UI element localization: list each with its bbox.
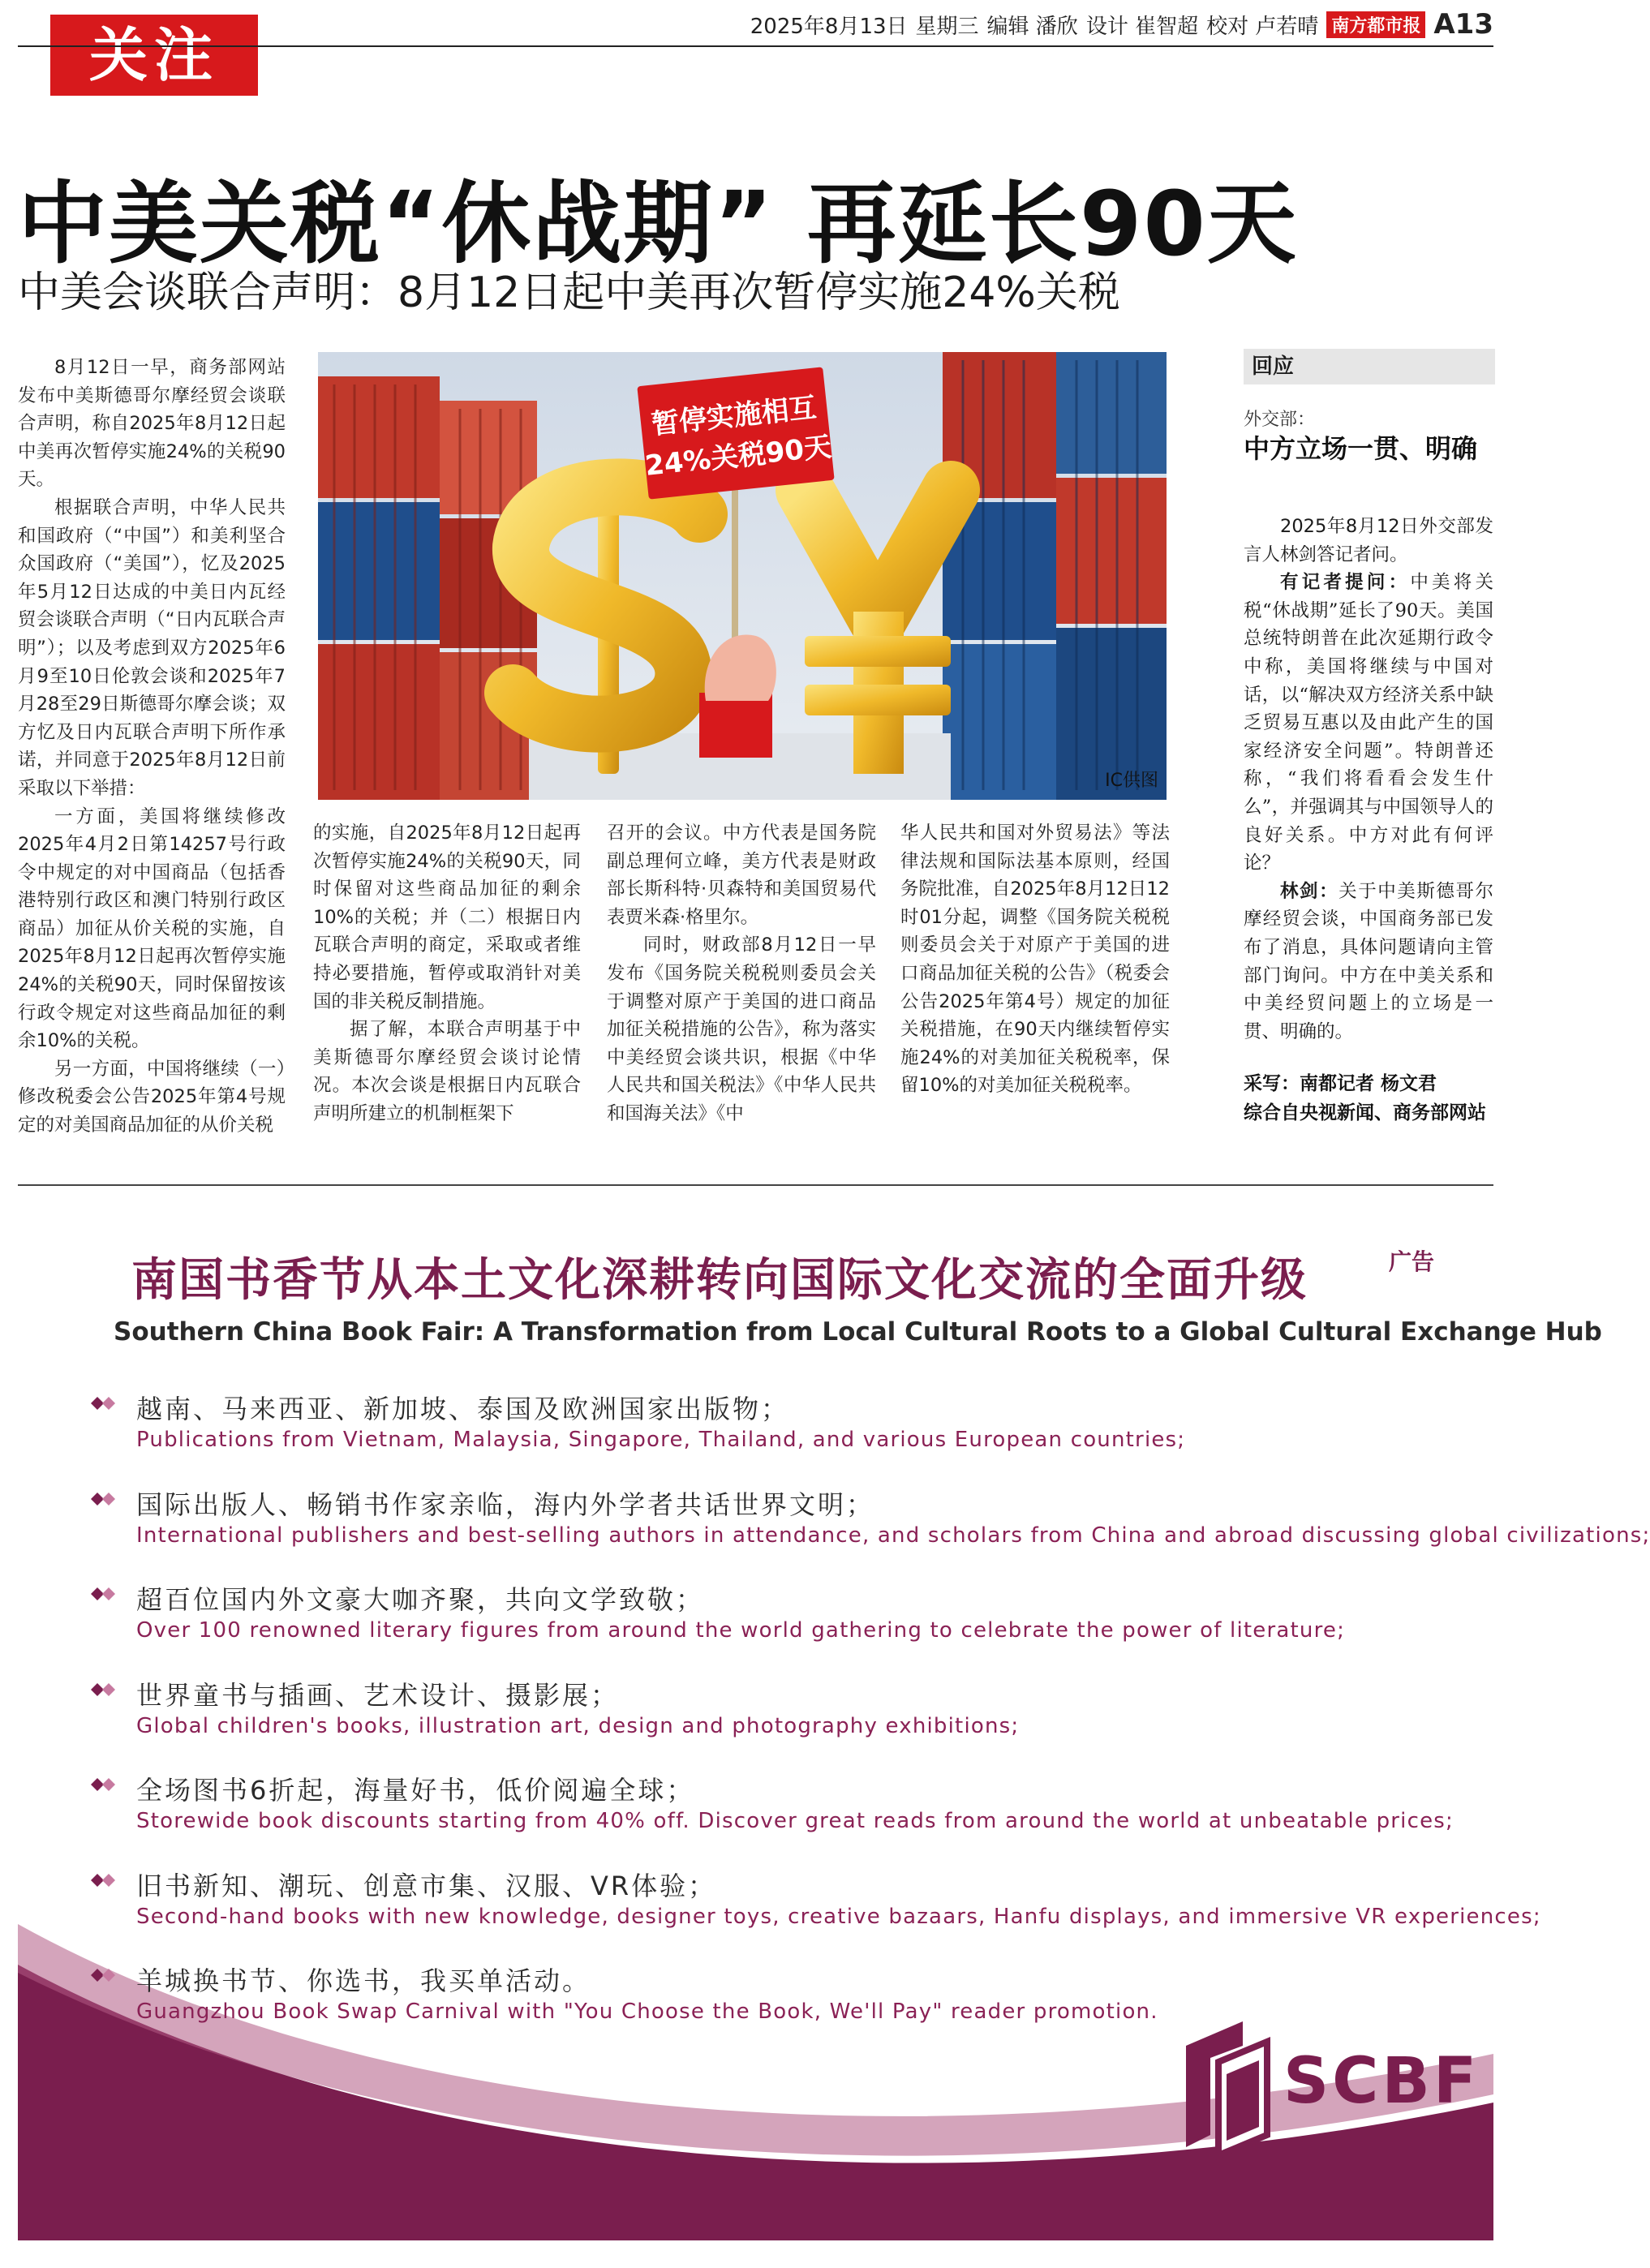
byline <box>1244 1069 1486 1128</box>
ad-feature-en: Over 100 renowned literary figures from around the world gathering to celebrate the power of literature; <box>136 1618 1346 1643</box>
paragraph: 一方面，美国将继续修改2025年4月2日第14257号行政令中规定的对中国商品（包括香港特别行政区和澳门特别行政区商品）加征从价关税的实施，自2025年8月12日起再次暂停实施24%的关税90天，同时保留按该行政令规定对这些商品加征的剩余10%的关税。 <box>18 805 286 1052</box>
paragraph: 另一方面，中国将继续（一）修改税委会公告2025年第4号规定的对美国商品加征的从价关税 <box>18 1058 286 1136</box>
ad-feature-item <box>89 1770 1468 1866</box>
diamond-bullet-icon <box>89 1491 118 1507</box>
question-label: 有记者提问： <box>1280 572 1411 594</box>
diamond-bullet-icon <box>89 1682 118 1698</box>
ad-feature-cn: 羊城换书节、你选书，我买单活动。 <box>136 1965 591 1996</box>
scbf-logo <box>1170 2013 1478 2159</box>
ad-feature-en: International publishers and best-selling authors in attendance, and scholars from China and abroad discussing global civilizations; <box>136 1523 1650 1548</box>
ad-feature-item <box>89 1866 1541 1961</box>
ad-feature-cn: 超百位国内外文豪大咖齐聚，共向文学致敬； <box>136 1584 705 1615</box>
designer-credit: 设计 崔智超 <box>1085 14 1199 39</box>
answer-text: 关于中美斯德哥尔摩经贸会谈，中国商务部已发布了消息，具体问题请向主管部门询问。中方在中美关系和中美经贸问题上的立场是一贯、明确的。 <box>1244 880 1493 1042</box>
page-number: A13 <box>1433 8 1493 41</box>
article-column-3 <box>607 819 876 1128</box>
sidebar-body <box>1244 513 1493 1046</box>
sign-line-1: 暂停实施相互 <box>650 391 819 441</box>
ad-feature-en: Second-hand books with new knowledge, designer toys, creative bazaars, Hanfu displays, and immersive VR experiences; <box>136 1904 1541 1929</box>
diamond-bullet-icon <box>89 1872 118 1888</box>
article-photo <box>318 352 1167 800</box>
sidebar-question <box>1244 569 1493 878</box>
sidebar-answer <box>1244 878 1493 1046</box>
scbf-logo-mark-icon <box>1186 2021 1267 2155</box>
subheadline: 中美会谈联合声明：8月12日起中美再次暂停实施24%关税 <box>18 268 1120 317</box>
editor-credit: 编辑 潘欣 <box>986 14 1078 39</box>
ad-feature-cn: 世界童书与插画、艺术设计、摄影展； <box>136 1679 620 1711</box>
ad-feature-cn: 国际出版人、畅销书作家亲临，海内外学者共话世界文明； <box>136 1488 875 1520</box>
shipping-containers-left <box>318 376 537 800</box>
sidebar-label: 回应 <box>1244 349 1495 384</box>
ad-feature-en: Storewide book discounts starting from 40% off. Discover great reads from around the world at unbeatable prices; <box>136 1809 1454 1833</box>
shipping-containers-right <box>943 352 1167 800</box>
article-column-1 <box>18 354 286 1140</box>
paragraph: 华人民共和国对外贸易法》等法律法规和国际法基本原则，经国务院批准，自2025年8月12日12时01分起，调整《国务院关税税则委员会关于对原产于美国的进口商品加征关税的公告》（税委会公告2025年第4号）规定的加征关税措施，在90天内继续暂停实施24%的对美加征关税税率，保留10%的对美加征关税税率。 <box>900 823 1170 1097</box>
photo-credit: IC供图 <box>1105 771 1158 791</box>
paragraph: 8月12日一早，商务部网站发布中美斯德哥尔摩经贸会谈联合声明，称自2025年8月12日起中美再次暂停实施24%的关税90天。 <box>18 357 286 491</box>
ad-feature-en: Publications from Vietnam, Malaysia, Singapore, Thailand, and various European countries; <box>136 1428 1186 1452</box>
newspaper-brand: 南方都市报 <box>1326 11 1425 38</box>
ad-feature-cn: 旧书新知、潮玩、创意市集、汉服、VR体验； <box>136 1870 717 1901</box>
ad-feature-item <box>89 1579 1468 1675</box>
issue-date: 2025年8月13日 <box>750 14 908 39</box>
ad-feature-item <box>89 1389 1468 1484</box>
paragraph: 同时，财政部8月12日一早发布《国务院关税税则委员会关于调整对原产于美国的进口商品加征关税措施的公告》，称为落实中美经贸会谈共识，根据《中华人民共和国关税法》《中华人民共和国海关法》《中 <box>607 934 876 1124</box>
paragraph: 召开的会议。中方代表是国务院副总理何立峰，美方代表是财政部长斯科特·贝森特和美国贸易代表贾米森·格里尔。 <box>607 823 876 928</box>
paragraph: 的实施，自2025年8月12日起再次暂停实施24%的关税90天，同时保留对这些商品加征的剩余10%的关税；并（二）根据日内瓦联合声明的商定，采取或者维持必要措施，暂停或取消针对美国的非关税反制措施。 <box>313 823 581 1012</box>
advertisement <box>18 1194 1650 2240</box>
tariff-illustration <box>318 352 1167 800</box>
header-rule <box>18 45 1493 47</box>
ad-divider <box>18 1184 1493 1186</box>
scbf-logo-text: SCBF <box>1283 2045 1480 2118</box>
page-header-line <box>750 8 1493 41</box>
sidebar-intro: 2025年8月12日外交部发言人林剑答记者问。 <box>1244 516 1493 565</box>
sidebar-title: 中方立场一贯、明确 <box>1244 433 1478 464</box>
proofreader-credit: 校对 卢若晴 <box>1206 14 1319 39</box>
ad-feature-cn: 越南、马来西亚、新加坡、泰国及欧洲国家出版物； <box>136 1394 790 1424</box>
sign-line-2: 24%关税90天 <box>643 430 833 483</box>
question-text: 中美将关税“休战期”延长了90天。美国总统特朗普在此次延期行政令中称，美国将继续与中国对话，以“解决双方经济关系中缺乏贸易互惠以及由此产生的国家经济安全问题”。特朗普还称，“我们将看看会发生什么”，并强调其与中国领导人的良好关系。中方对此有何评论？ <box>1244 572 1493 874</box>
diamond-bullet-icon <box>89 1967 118 1983</box>
byline-sources: 综合自央视新闻、商务部网站 <box>1244 1102 1486 1123</box>
ad-feature-list <box>89 1389 1650 2056</box>
issue-weekday: 星期三 <box>915 14 979 39</box>
headline: 中美关税“休战期” 再延长90天 <box>18 172 1298 276</box>
diamond-bullet-icon <box>89 1395 118 1411</box>
ad-feature-en: Guangzhou Book Swap Carnival with "You Choose the Book, We'll Pay" reader promotion. <box>136 2000 1158 2024</box>
ad-feature-cn: 全场图书6折起，海量好书，低价阅遍全球； <box>136 1775 695 1806</box>
paragraph: 据了解，本联合声明基于中美斯德哥尔摩经贸会谈讨论情况。本次会谈是根据日内瓦联合声明所建立的机制框架下 <box>313 1019 581 1124</box>
byline-reporter: 采写：南都记者 杨文君 <box>1244 1073 1437 1094</box>
article-column-4 <box>900 819 1170 1100</box>
diamond-bullet-icon <box>89 1586 118 1602</box>
diamond-bullet-icon <box>89 1776 118 1793</box>
ad-title: 南国书香节从本土文化深耕转向国际文化交流的全面升级 <box>131 1254 1308 1307</box>
answer-label: 林剑： <box>1280 880 1339 902</box>
sidebar-kicker: 外交部： <box>1244 410 1316 430</box>
section-tag: 关注 <box>50 15 258 96</box>
ad-feature-item <box>89 1675 1468 1771</box>
ad-label: 广告 <box>1389 1248 1435 1275</box>
paragraph: 根据联合声明，中华人民共和国政府（“中国”）和美利坚合众国政府（“美国”），忆及2025年5月12日达成的中美日内瓦经贸会谈联合声明（“日内瓦联合声明”）；以及考虑到双方2025年6月9至10日伦敦会谈和2025年7月28至29日斯德哥尔摩会谈；双方忆及日内瓦联合声明下所作承诺，并同意于2025年8月12日前采取以下举措： <box>18 496 286 799</box>
article-column-2 <box>313 819 581 1128</box>
ad-feature-item <box>89 1484 1650 1580</box>
ad-feature-en: Global children's books, illustration art, design and photography exhibitions; <box>136 1713 1020 1738</box>
ad-subtitle: Southern China Book Fair: A Transformation from Local Cultural Roots to a Global Cultural Exchange Hub <box>114 1317 1602 1347</box>
